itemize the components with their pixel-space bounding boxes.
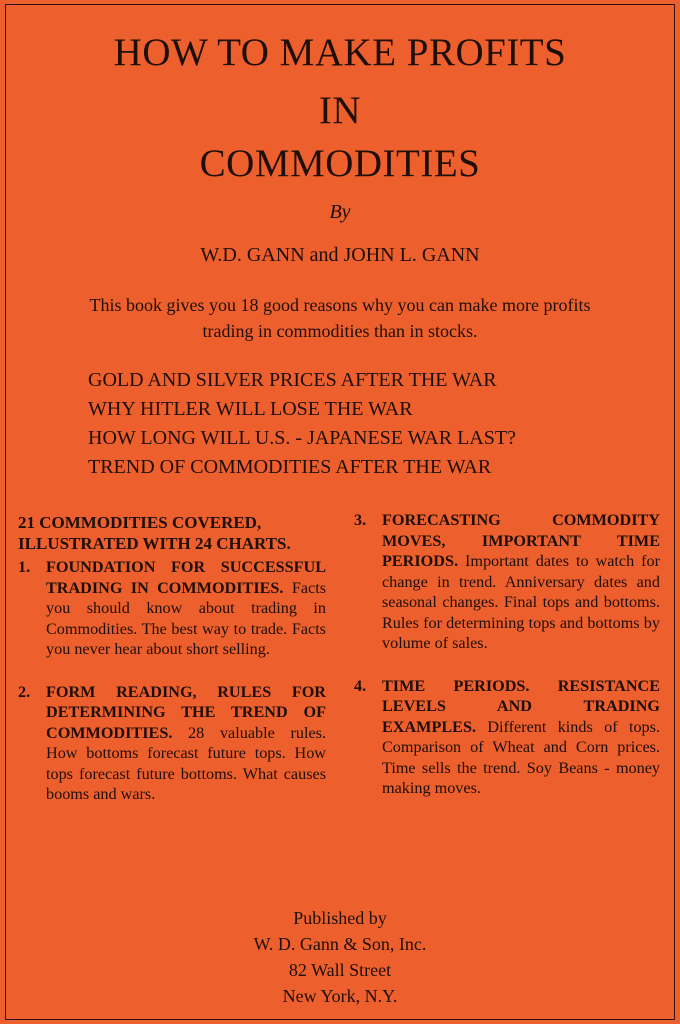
title-line-3: COMMODITIES: [199, 142, 481, 185]
item-text: [382, 510, 660, 654]
item-number: 4.: [354, 676, 367, 695]
coverage-line-2: ILLUSTRATED WITH 24 CHARTS.: [18, 534, 291, 553]
publisher-name: W. D. Gann & Son, Inc.: [253, 934, 427, 954]
topic-item: GOLD AND SILVER PRICES AFTER THE WAR: [88, 369, 497, 391]
item-text: [46, 682, 326, 805]
publisher-block: [0, 905, 680, 1009]
title-line-1: HOW TO MAKE PROFITS: [113, 31, 567, 74]
item-number: 1.: [18, 558, 31, 576]
contents-item-3: [354, 510, 660, 654]
published-by: Published by: [293, 908, 387, 928]
item-heading: TIME PERIODS. RESISTANCE LEVELS AND TRADING EXAMPLES.: [382, 676, 660, 736]
item-text: [382, 676, 660, 799]
contents-item-2: [18, 682, 326, 805]
intro-line-2: trading in commodities than in stocks.: [202, 321, 478, 341]
item-number: 3.: [354, 511, 367, 529]
item-heading: FOUNDATION FOR SUCCESSFUL TRADING IN COMMODITIES.: [46, 558, 326, 597]
item-body: Important dates to watch for change in trend. Anniversary dates and seasonal changes. Final tops and bottoms. Rules for determining tops and bottoms by volume of sales.: [382, 552, 660, 652]
coverage-heading: [18, 512, 326, 554]
item-heading: FORECASTING COMMODITY MOVES, IMPORTANT TIME PERIODS.: [382, 511, 660, 570]
contents-item-4: [354, 676, 660, 799]
topic-item: TREND OF COMMODITIES AFTER THE WAR: [88, 456, 492, 478]
item-number: 2.: [18, 682, 31, 701]
topic-item: HOW LONG WILL U.S. - JAPANESE WAR LAST?: [88, 427, 516, 449]
contents-item-1: [18, 557, 326, 660]
publisher-street: 82 Wall Street: [288, 960, 392, 980]
topic-item: WHY HITLER WILL LOSE THE WAR: [88, 398, 413, 420]
item-body: Different kinds of tops. Comparison of Wheat and Corn prices. Time sells the trend. Soy Beans - money making moves.: [382, 717, 660, 797]
intro-text: [40, 292, 640, 344]
coverage-line-1: 21 COMMODITIES COVERED,: [18, 513, 262, 532]
item-body: Facts you should know about trading in Commodities. The best way to trade. Facts you never hear about short selling.: [46, 578, 326, 658]
item-text: [46, 557, 326, 660]
left-column: [18, 512, 326, 805]
by-label: By: [329, 201, 351, 223]
title-line-2: IN: [318, 89, 362, 132]
publisher-city: New York, N.Y.: [282, 986, 398, 1006]
item-heading: FORM READING, RULES FOR DETERMINING THE TREND OF COMMODITIES.: [46, 682, 326, 742]
authors: W.D. GANN and JOHN L. GANN: [200, 244, 480, 266]
topics-list: [88, 366, 516, 482]
intro-line-1: This book gives you 18 good reasons why you can make more profits: [89, 295, 591, 315]
item-body: 28 valuable rules. How bottoms forecast future tops. How tops forecast future bottoms. What causes booms and wars.: [46, 723, 326, 803]
right-column: [354, 510, 660, 799]
